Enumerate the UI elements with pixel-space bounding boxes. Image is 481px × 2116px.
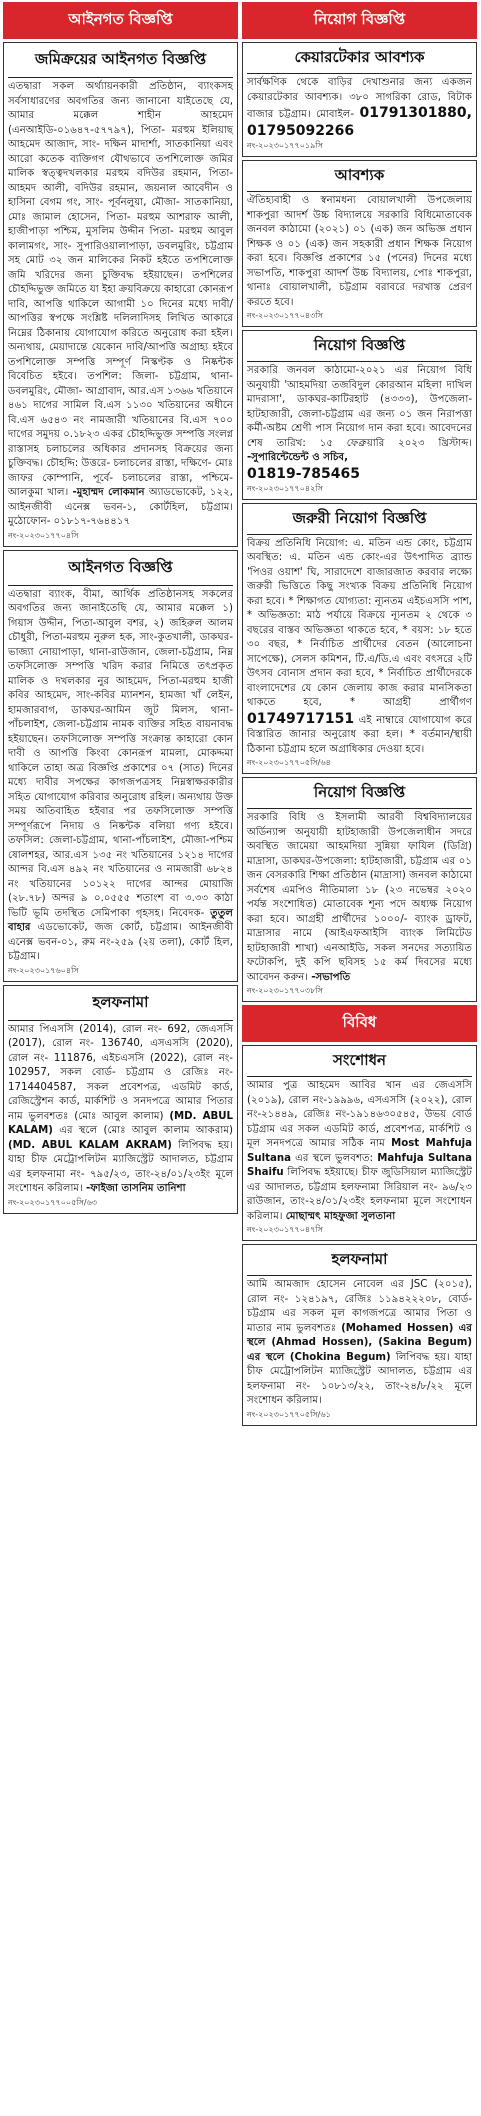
ad-text: আমি আমজাদ হোসেন নোবেল এর JSC (২০১৫), রোল নং- ১২৪১৯৭, রেজিঃ ১১৯৪২২২০৮, বোর্ড-চট্টগ্রাম এর সকল মূল কাগজপত্রে আমার পিতা ও মাতার নাম ভুলবশতঃ: [247, 1279, 472, 1334]
ad-text: লিপিবদ্ধ হয়। যাহা চীফ মেট্রোপলিটন ম্যাজিস্ট্রেট আদালত, চট্টগ্রাম এর হলফনামা নং- ৭৯৫/২৩, তাং-২৪/০১/২৩ইং মূলে সংশোধন করিলাম।: [8, 1139, 233, 1194]
ad-title: কেয়ারটেকার আবশ্যক: [294, 48, 425, 66]
ad-title: আবশ্যক: [334, 166, 385, 184]
ad-ref: নং-২০২৩০১৭৭০৩৮সি: [247, 986, 323, 995]
right-column: [242, 2, 477, 2114]
ad-phone: 01819-785465: [247, 465, 360, 482]
ad-title: নিয়োগ বিজ্ঞপ্তি: [313, 783, 406, 801]
ad-title: জমিক্রয়ের আইনগত বিজ্ঞপ্তি: [34, 50, 207, 68]
ad-signer: তুতুল বাহার: [8, 907, 233, 933]
ad-correction: [242, 1045, 477, 1241]
divider: [247, 1275, 472, 1276]
ad-title: আইনগত বিজ্ঞপ্তি: [68, 557, 173, 576]
ad-phone: 01749717151: [247, 710, 355, 727]
ad-text: সরকারি বিধি ও ইসলামী আরবী বিশ্ববিদ্যালয়ের অর্ডিন্যান্স অনুযায়ী হাটহাজারী উপজেলাধীন সদরে অবস্থিত জামেয়া আহমদিয়া সুন্নিয়া ফাযিল (ডিগ্রি) মাদ্রাসা, ডাকঘর-উপজেলা: হাটহাজারী, চট্টগ্রাম এর ০১ জন বেসরকারি শিক্ষা প্রতিষ্ঠান (মাদ্রাসা) জনবল কাঠামো সর্বশেষ এমপিও নীতিমালা ১৮ (২৩ নভেম্বর ২০২০ পর্যন্ত সংশোধিত) মোতাবেক শূন্য পদে অধ্যক্ষ নিয়োগ করা হবে। আগ্রহী প্রার্থীদের ১০০০/- ব্যাংক ড্রাফট, মাদ্রাসার নামে (আইএফআইসি ব্যাংক লিমিটেড হাটহাজারী শাখা) এনআইডি, সকল সনদের সত্যায়িত ফটোকপি, দুই কপি ছবিসহ ১৫ কর্ম দিবসের মধ্যে আবেদন করুন।: [247, 812, 472, 983]
ad-title: হলফনামা: [331, 1250, 388, 1268]
ad-ref: নং-২০২৩০১৭৭০৫সি/৬১: [247, 1409, 331, 1419]
divider: [247, 534, 472, 535]
ad-caretaker: [242, 42, 477, 157]
ad-text: এতদ্বারা ব্যাংক, বীমা, আর্থিক প্রতিষ্ঠানসহ সকলের অবগতির জন্য জানাইতেছি যে, আমার মক্কেল ১) গিয়াস উদ্দীন, পিতা-আবুল বশর, ২) জহিরুল আলম চৌধুরী, পিতা-মরহুম নুরুল হক, সাং-কুতখালী, ডাকঘর-ভাজ্যা নোয়াপাড়া, থানা-রাউজান, জেলা-চট্টগ্রাম, নিম্ন তফসিলোক্ত সম্পত্তি খরিদ করার নিমিত্তে তৎপ্রকৃত মালিক ও দখলকার নুর আহমেদ, পিতা-মরহুম হাজী কবির আহমেদ, সাং-কবির ম্যানশন, হামজা খাঁ লেইন, হামজারবাগ, ডাকঘর-আমিন জুট মিলস, থানা-পাঁচলাইশ, জেলা-চট্টগ্রাম নামক ব্যক্তির সহিত বায়নাবদ্ধ হইয়াছেন। তফসিলোক্ত সম্পত্তি সংক্রান্ত কাহারো কোন দাবী ও আপত্তি কিংবা কোনরূপ মামলা, মোকদ্দমা থাকিলে তাহা অত্র বিজ্ঞপ্তি প্রকাশের ০৭ (সাত) দিনের মধ্যে দাবীর সপক্ষের কাগজপত্রসহ নিম্নস্বাক্ষরকারীর সহিত যোগাযোগ করিবার অনুরোধ রহিল। অন্যথায় উক্ত সময় অতিবাহিত হইবার পর তফসিলোক্ত সম্পত্তি সম্পূর্ণরূপে নিদায় ও নিষ্কন্টক বলিয়া গণ্য হইবে। তফসিল: জেলা-চট্টগ্রাম, থানা-পাঁচলাইশ, মৌজা-পশ্চিম ষোলশহর, আর.এস ১৩৫ নং খতিয়ানের ১২১৪ দাগের আন্দর বি.এস ৪৯২ নং খতিয়ানের ও নামজারী ৬৮২৪ নং খতিয়ানের ১০১২২ দাগের আন্দর মোয়াজি (২৮.৭৮) অন্দর ৯ ০.০৫৫৫ শতাংশ বা ৩.৩৩ কাঠা ভিটি ভূমি তদস্থিত সেমিপাকা গৃহসহ।: [8, 588, 233, 919]
ad-text: লিপিবদ্ধ হয়। যাহা চীফ মেট্রোপলিটন ম্যাজিস্ট্রেট আদালত, চট্টগ্রাম এর হলফনামা নং- ১০৮১৩/২২, তাং-২৪/৮/২২ মূলে সংশোধন করিলাম।: [247, 1351, 472, 1406]
divider: [247, 1076, 472, 1077]
ad-principal-recruitment: [242, 777, 477, 1002]
ad-text: এর স্থলে (মোঃ আবুল কালাম আকরাম): [59, 1125, 233, 1136]
ad-land-purchase-notice: [3, 42, 238, 547]
ad-title: জরুরী নিয়োগ বিজ্ঞপ্তি: [292, 508, 427, 527]
divider: [247, 361, 472, 362]
ad-ref: নং-২০২৩০১৭৭০৫সি/৬৪: [247, 758, 331, 767]
ad-signer: -সভাপতি: [311, 971, 351, 983]
ad-names: (Mohamed Hossen) এর স্থলে (Ahmad Hossen), (Sakina Begum) এর স্থলে (Chokina Begum): [247, 1322, 472, 1363]
ad-signer-prefix: নিবেদক-: [169, 907, 205, 919]
ad-body: [8, 80, 233, 530]
ad-name-wrong: (MD. ABUL KALAM): [8, 1110, 233, 1136]
ad-ref: নং-২০২৩০১৭৭০৪৩সি: [247, 311, 323, 320]
ad-body: [8, 1023, 233, 1197]
ad-ref: নং-২০২৩০১৭৭০৪সি: [8, 530, 79, 540]
ad-ref: নং-২০২৩০১৭৬০৪সি: [8, 965, 79, 975]
ad-phone: 01791301880, 01795092266: [247, 105, 472, 139]
ad-body: [247, 364, 472, 483]
ad-signer: মোছাম্মৎ মাহফুজা সুলতানা: [285, 1210, 396, 1222]
divider: [8, 77, 233, 78]
ad-title: সংশোধন: [333, 1051, 386, 1069]
ad-signer-details: এডভোকেট, জজ কোর্ট, চট্টগ্রাম। আইনজীবী এনেক্স ভবন-০১, রুম নং-২৫৯ (২য় তলা), কোর্ট হিল, চট্টগ্রাম।: [8, 922, 233, 962]
ad-body: [247, 537, 472, 758]
ad-text: বিক্রয় প্রতিনিধি নিয়োগ: এ. মতিন এন্ড কোং, চট্টগ্রাম অবস্থিত: এ. মতিন এন্ড কোং-এর উৎপাদিত ব্র্যান্ড 'পিওর ওয়াশ' ঘি, সারাদেশে বাজারজাত করবার লক্ষ্যে জরুরী ভিত্তিতে কিছু সংখ্যক বিক্রয় প্রতিনিধি নিয়োগ করা হবে। * শিক্ষাগত যোগ্যতা: ন্যূনতম এইচএসসি পাশ, * অভিজ্ঞতা: মাঠ পর্যায়ে বিক্রয়ে ন্যূনতম ২ থেকে ৩ বছরের বাস্তব অভিজ্ঞতা থাকতে হবে, * বয়স: ১৮ হতে ৩০ বছর, * নির্বাচিত প্রার্থীদের বেতন (আলোচনা সাপেক্ষে), সেলস কমিশন, টি.এ/ডি.এ এবং বৎসরে ২টি উৎসব বোনাস প্রদান করা হবে, * নির্বাচিত প্রার্থীদেরকে বাংলাদেশের যে কোন জেলায় কাজ করার মানসিকতা থাকতে হবে, * আগ্রহী প্রার্থীগণ: [247, 537, 472, 708]
ad-body: [247, 811, 472, 985]
ad-body: [247, 76, 472, 140]
ad-text: লিপিবদ্ধ হইয়াছে। চীফ জুডিসিয়াল ম্যাজিস্ট্রেট এর আদালত, চট্টগ্রাম হলফনামা সিরিয়াল নং- ৯৬/২৩ রাউজান, তাং-২৪/০১/২৩ইং হলফনামা মূলে সংশোধন করিলাম।: [247, 1167, 472, 1222]
ad-text: সার্বক্ষণিক থেকে বাড়ির দেখাশুনার জন্য একজন কেয়ারটেকার আবশ্যক। ৩৮০ সাগরিকা রোড, বিটাক বাজার চট্টগ্রাম। মোবাইল-: [247, 77, 472, 120]
left-column: [3, 2, 238, 2114]
ad-signer-details: অ্যাডভোকেট, ১২২, আইনজীবী এনেক্স ভবন-১, কোর্টহিল, চট্টগ্রাম। মুঠোফোন- ০১৮১৭-৭৬৪৪১৭: [8, 487, 233, 527]
ad-text: আমার পিএসসি (2014), রোল নং- 692, জেএসসি (2017), রোল নং- 136740, এসএসসি (2020), রোল নং- 111876, এইচএসসি (2022), রোল নং- 102957, সকল বোর্ড- চট্টগ্রাম ও রেজিঃ নং- 1714404587, সকল প্রবেশপত্র, এডমিট কার্ড, রেজিস্ট্রেশন কার্ড, মার্কশিট ও সনদপত্রে আমার পিতার নাম ভুলবশতঃ (মোঃ আবুল কালাম): [8, 1023, 233, 1122]
ad-urgent-recruitment: [242, 503, 477, 775]
divider: [247, 73, 472, 74]
ad-legal-notice: [3, 550, 238, 982]
ad-ref: নং-২০২৩০১৭৭০০৫সি/৬৩: [8, 1197, 97, 1207]
ad-text: এতদ্বারা সকল অর্থ্যায়নকারী প্রতিষ্ঠান, ব্যাংকসহ সর্বসাধারণের অবগতির জন্য জানানো যাইতেছে যে, আমার মক্কেল শাহীন আহমেদ (এনআইডি-০১৬৪৭-৫৭৭৯৭), পিতা- মরহুম ইলিয়াছ আহমেদ আজাদ, সাং- দক্ষিন মাদার্শা, সাতকানিয়া এবং আরো কতেক ব্যক্তিগণ যৌথভাবে তপশিলোক্ত জমির মালিক স্বত্ত্বদখলকার মরহুম বদিউর রহমান, পিতা- আহমদ আলী, বদিউর রহমান, জয়নাল আবেদীন ও হাসিনা বেগম গং, সাং- পূর্বনলুয়া, মৌজা- সাতকানিয়া, মোঃ জামাল হোসেন, পিতা- মরহুম আশরাফ আলী, হাজীপাড়া পশ্চিম, মুসলিম উদ্দীন পিতা- মরহুম আবুল কালামগং, সাং- সুপারিওয়ালাপাড়া, ডবলমুরিং, চট্টগ্রাম সহ মোট ৩২ জন মালিকের নিকট হইতে তপশিলোক্ত জমি খরিদের জন্য চুক্তিবদ্ধ হইয়াছেন। তপশিলের চৌহদ্দিভুক্ত জমিতে যা ইহা ক্রয়বিক্রয়ে কাহারো কোনরূপ দাবি, আপত্তি থাকিলে আগামী ১০ দিনের মধ্যে দাবী/আপত্তির স্বপক্ষে সংশ্লিষ্ট দলিলাদিসহ লিখিত আকারে নিম্নের ঠিকানায় যোগাযোগ করিতে অনুরোধ করা হইল। অন্যথায়, মেয়াদান্তে যেকোন দাবি/আপত্তি অগ্রাহ্য হইবে তপশিলোক্ত সম্পত্তি সম্পূর্ণ নিস্কণ্টক ও নিষ্কন্টক বিবেচিত হইবে। তপশিল: জিলা- চট্টগ্রাম, থানা- ডবলমুরিং, মৌজা- আগ্রাবাদ, আর.এস ১৩৬৬ খতিয়ানে ৪৬১ দাগের সামিল বি.এস ১১৩০ খতিয়ানের অধীনে বি.এস ৬৫৪৩ নং নামজারী খতিয়ানের বি.এস ৭০০ দাগের সমুদয় ০.১৮২৩ একর চৌহদ্দিভুক্ত সম্পত্তি সংলগ্ন রাস্তাসহ চলাচলের অধিকার প্রদানসহ বিক্রয়ের জন্য চুক্তিবদ্ধ। চৌহদ্দি: উত্তরে- চলাচলের রাস্তা, দক্ষিণে- মোঃ জাফর কোম্পানি, পূর্বে- চলাচলের রাস্তা, পশ্চিমে- আলকুমা খাল।: [8, 81, 233, 498]
ad-ref: নং-২০২৩০১৭৭০৪৭সি: [247, 1225, 323, 1234]
divider: [8, 585, 233, 586]
ad-affidavit: [3, 985, 238, 1214]
ad-text: এই নাম্বারে যোগাযোগ করে বিস্তারিত জানার অনুরোধ করা হল। * বর্তমান/স্থায়ী ঠিকানা চট্টগ্রাম হলে অগ্রাধিকার দেওয়া হবে।: [247, 714, 472, 755]
ad-name-wrong: Mahfuja Sultana Shaifu: [247, 1152, 472, 1178]
ad-text: আমার পুত্র আহমেদ আবির খান এর জেএসসি (২০১৯), রোল নং-১৯৯৯৬, এসএসসি (২০২২), রোল নং-২১৪৪৯, রেজিঃ নং-১৯১৪৬৩০৫৪৫, উভয় বোর্ড চট্টগ্রাম এর সকল এডমিট কার্ড, প্রবেশপত্র, মার্কশিট ও মূল সনদপত্রে আমার সঠিক নাম: [247, 1080, 472, 1149]
ad-body: [8, 588, 233, 965]
ad-name-correct: (MD. ABUL KALAM AKRAM): [8, 1139, 172, 1151]
ad-body: [247, 1278, 472, 1409]
ad-body: [247, 1079, 472, 1224]
divider: [247, 808, 472, 809]
ad-required: [242, 160, 477, 327]
ad-body: ঐতিহ্যবাহী ও স্বনামধন্য বোয়ালখালী উপজেলায় শাকপুরা আদর্শ উচ্চ বিদ্যালয়ে সরকারি বিধিমোতাবেক জনবল কাঠামো (২০২১) ০১ (এক) জন অভিজ্ঞ প্রধান শিক্ষক ও ০১ (এক) জন সহকারী প্রধান শিক্ষক নিয়োগ করা হবে। বিজ্ঞপ্তি প্রকাশের ১৫ (পনের) দিনের মধ্যে সভাপতি, শাকপুরা আদর্শ উচ্চ বিদ্যালয়, পোঃ শাকপুরা, থানাঃ বোয়ালখালী, চট্টগ্রাম বরাবরে দরখাস্ত প্রেরণ করতে হবে।: [247, 195, 472, 308]
ad-ref: নং-২০২৩০১৭৭০১৯সি: [247, 141, 323, 150]
section-header-recruitment: নিয়োগ বিজ্ঞপ্তি: [242, 2, 477, 39]
section-header-misc: বিবিধ: [242, 1005, 477, 1042]
divider: [8, 1020, 233, 1021]
ad-signer: -সুপারিন্টেন্ডেন্ট ও সচিব,: [247, 452, 348, 463]
section-header-legal: আইনগত বিজ্ঞপ্তি: [3, 2, 238, 39]
ad-signer: -ফাইজা তাসনিম তানিশা: [85, 1183, 186, 1194]
ad-title: নিয়োগ বিজ্ঞপ্তি: [313, 336, 406, 354]
ad-text: সরকারি জনবল কাঠামো-২০২১ এর নিয়োগ বিধি অনুযায়ী 'আহমদিয়া তজবিদুল কোরআন মহিলা দাখিল মাদরাসা', ডাকঘর-কাটিরহাট (৪৩৩৩), উপজেলা-হাটহাজারী, জেলা-চট্টগ্রাম এর জন্য ০১ জন নিরাপত্তা কর্মী-অষ্টম শ্রেণী পাস নিয়োগ দান করা হবে। আবেদনের শেষ তারিখ: ১৫ ফেব্রুয়ারি ২০২৩ খ্রিস্টাব্দ।: [247, 365, 472, 449]
ad-name-correct: Most Mahfuja Sultana: [247, 1138, 472, 1164]
divider: [247, 191, 472, 192]
ad-text: এর স্থলে ভুলবশত:: [295, 1152, 374, 1164]
ad-title: হলফনামা: [92, 992, 149, 1011]
ad-madrasa-recruitment: [242, 330, 477, 500]
ad-ref: নং-২০২৩০১৭৭০৪২সি: [247, 483, 323, 493]
ad-affidavit-2: [242, 1244, 477, 1426]
ad-signer: -মুহাম্মদ লোকমান: [72, 487, 145, 498]
